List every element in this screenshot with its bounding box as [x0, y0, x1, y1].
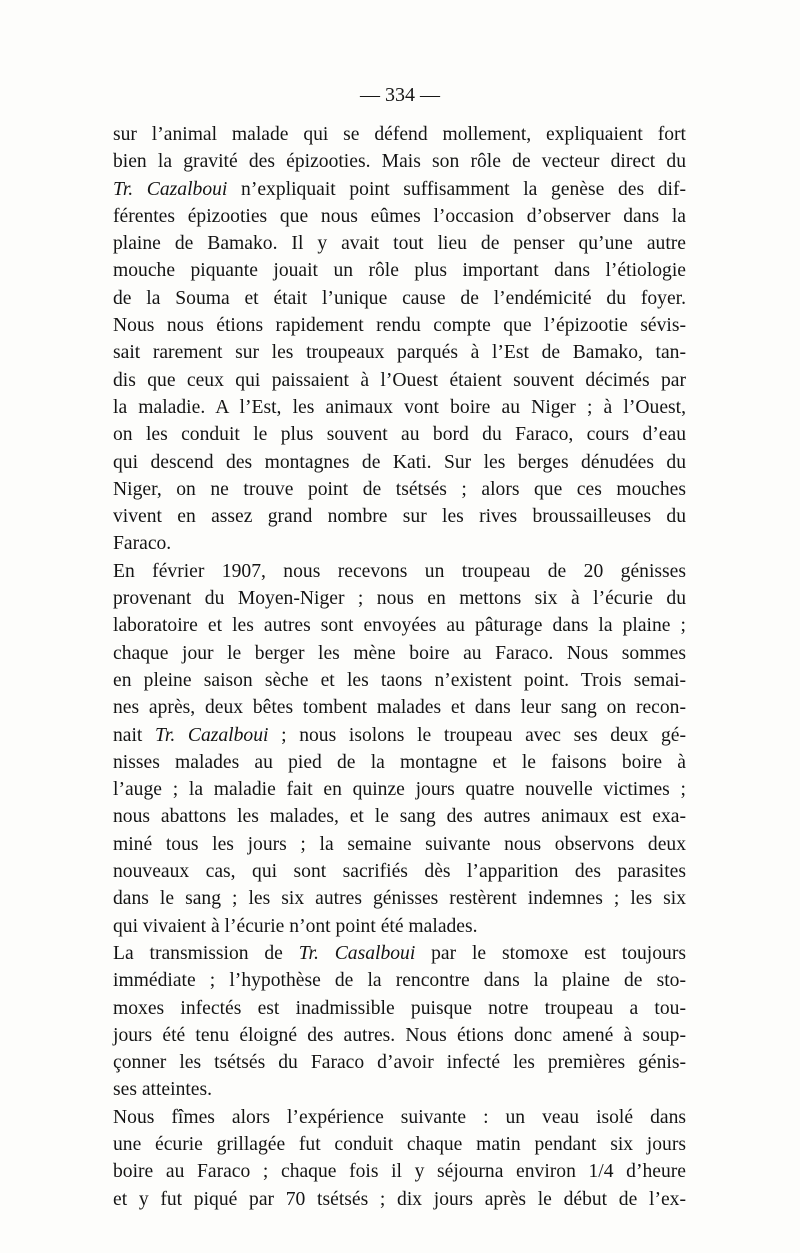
italic-species-name: Tr. Cazalboui: [155, 724, 269, 746]
text-line: mouche piquante jouait un rôle plus important dans l’étiologie: [113, 260, 686, 282]
text-segment: n’expliquait point suffisamment la genèse des dif-: [227, 178, 687, 200]
page-number: — 334 —: [360, 84, 440, 106]
paragraph: [113, 558, 686, 940]
text-line: chaque jour le berger les mène boire au Faraco. Nous sommes: [113, 642, 686, 664]
italic-species-name: Tr. Cazalboui: [113, 178, 228, 200]
text-line: boire au Faraco ; chaque fois il y séjourna environ 1/4 d’heure: [113, 1161, 686, 1183]
text-line: provenant du Moyen-Niger ; nous en mettons six à l’écurie du: [113, 588, 686, 610]
text-line: qui vivaient à l’écurie n’ont point été malades.: [113, 915, 478, 937]
text-line: Nous fîmes alors l’expérience suivante : un veau isolé dans: [113, 1106, 686, 1128]
text-line: immédiate ; l’hypothèse de la rencontre dans la plaine de sto-: [113, 970, 686, 992]
text-line: une écurie grillagée fut conduit chaque matin pendant six jours: [113, 1133, 686, 1155]
text-line: Nous nous étions rapidement rendu compte que l’épizootie sévis-: [113, 315, 686, 337]
text-line: l’auge ; la maladie fait en quinze jours quatre nouvelle victimes ;: [113, 779, 686, 801]
text-line: férentes épizooties que nous eûmes l’occasion d’observer dans la: [113, 205, 686, 227]
text-segment: La transmission de: [113, 942, 299, 964]
text-line: vivent en assez grand nombre sur les rives broussailleuses du: [113, 506, 686, 528]
text-line: dis que ceux qui paissaient à l’Ouest étaient souvent décimés par: [113, 369, 686, 391]
body-text: [113, 121, 686, 1213]
text-line: on les conduit le plus souvent au bord du Faraco, cours d’eau: [113, 424, 686, 446]
text-line: Niger, on ne trouve point de tsétsés ; alors que ces mouches: [113, 478, 686, 500]
text-line: plaine de Bamako. Il y avait tout lieu de penser qu’une autre: [113, 233, 686, 255]
text-line: jours été tenu éloigné des autres. Nous étions donc amené à soup-: [113, 1024, 686, 1046]
text-line: nous abattons les malades, et le sang des autres animaux est exa-: [113, 806, 686, 828]
text-line: moxes infectés est inadmissible puisque notre troupeau a tou-: [113, 997, 686, 1019]
text-line: Faraco.: [113, 533, 172, 555]
paragraph: [113, 940, 686, 1104]
text-line: sait rarement sur les troupeaux parqués à l’Est de Bamako, tan-: [113, 342, 686, 364]
text-line: ses atteintes.: [113, 1079, 213, 1101]
text-line: [113, 722, 686, 749]
text-line: et y fut piqué par 70 tsétsés ; dix jours après le début de l’ex-: [113, 1188, 686, 1210]
paragraph: [113, 1104, 686, 1213]
text-line: dans le sang ; les six autres génisses restèrent indemnes ; les six: [113, 888, 686, 910]
text-line: [113, 176, 686, 203]
text-line: [113, 940, 686, 967]
text-line: çonner les tsétsés du Faraco d’avoir infecté les premières génis-: [113, 1052, 686, 1074]
text-line: nes après, deux bêtes tombent malades et dans leur sang on recon-: [113, 697, 686, 719]
text-segment: par le stomoxe est toujours: [415, 942, 686, 964]
text-line: laboratoire et les autres sont envoyées au pâturage dans la plaine ;: [113, 615, 686, 637]
text-line: nisses malades au pied de la montagne et le faisons boire à: [113, 751, 686, 773]
text-segment: nait: [113, 724, 156, 746]
text-line: miné tous les jours ; la semaine suivante nous observons deux: [113, 833, 686, 855]
text-line: En février 1907, nous recevons un troupeau de 20 génisses: [113, 560, 686, 582]
paragraph: [113, 121, 686, 558]
text-line: qui descend des montagnes de Kati. Sur les berges dénudées du: [113, 451, 686, 473]
text-segment: ; nous isolons le troupeau avec ses deux gé-: [268, 724, 687, 746]
text-line: la maladie. A l’Est, les animaux vont boire au Niger ; à l’Ouest,: [113, 396, 686, 418]
text-line: bien la gravité des épizooties. Mais son rôle de vecteur direct du: [113, 151, 686, 173]
italic-species-name: Tr. Casalboui: [298, 942, 416, 964]
text-line: sur l’animal malade qui se défend mollement, expliquaient fort: [113, 124, 686, 145]
text-line: en pleine saison sèche et les taons n’existent point. Trois semai-: [113, 669, 686, 691]
text-line: nouveaux cas, qui sont sacrifiés dès l’apparition des parasites: [113, 861, 686, 883]
text-line: de la Souma et était l’unique cause de l’endémicité du foyer.: [113, 287, 686, 309]
